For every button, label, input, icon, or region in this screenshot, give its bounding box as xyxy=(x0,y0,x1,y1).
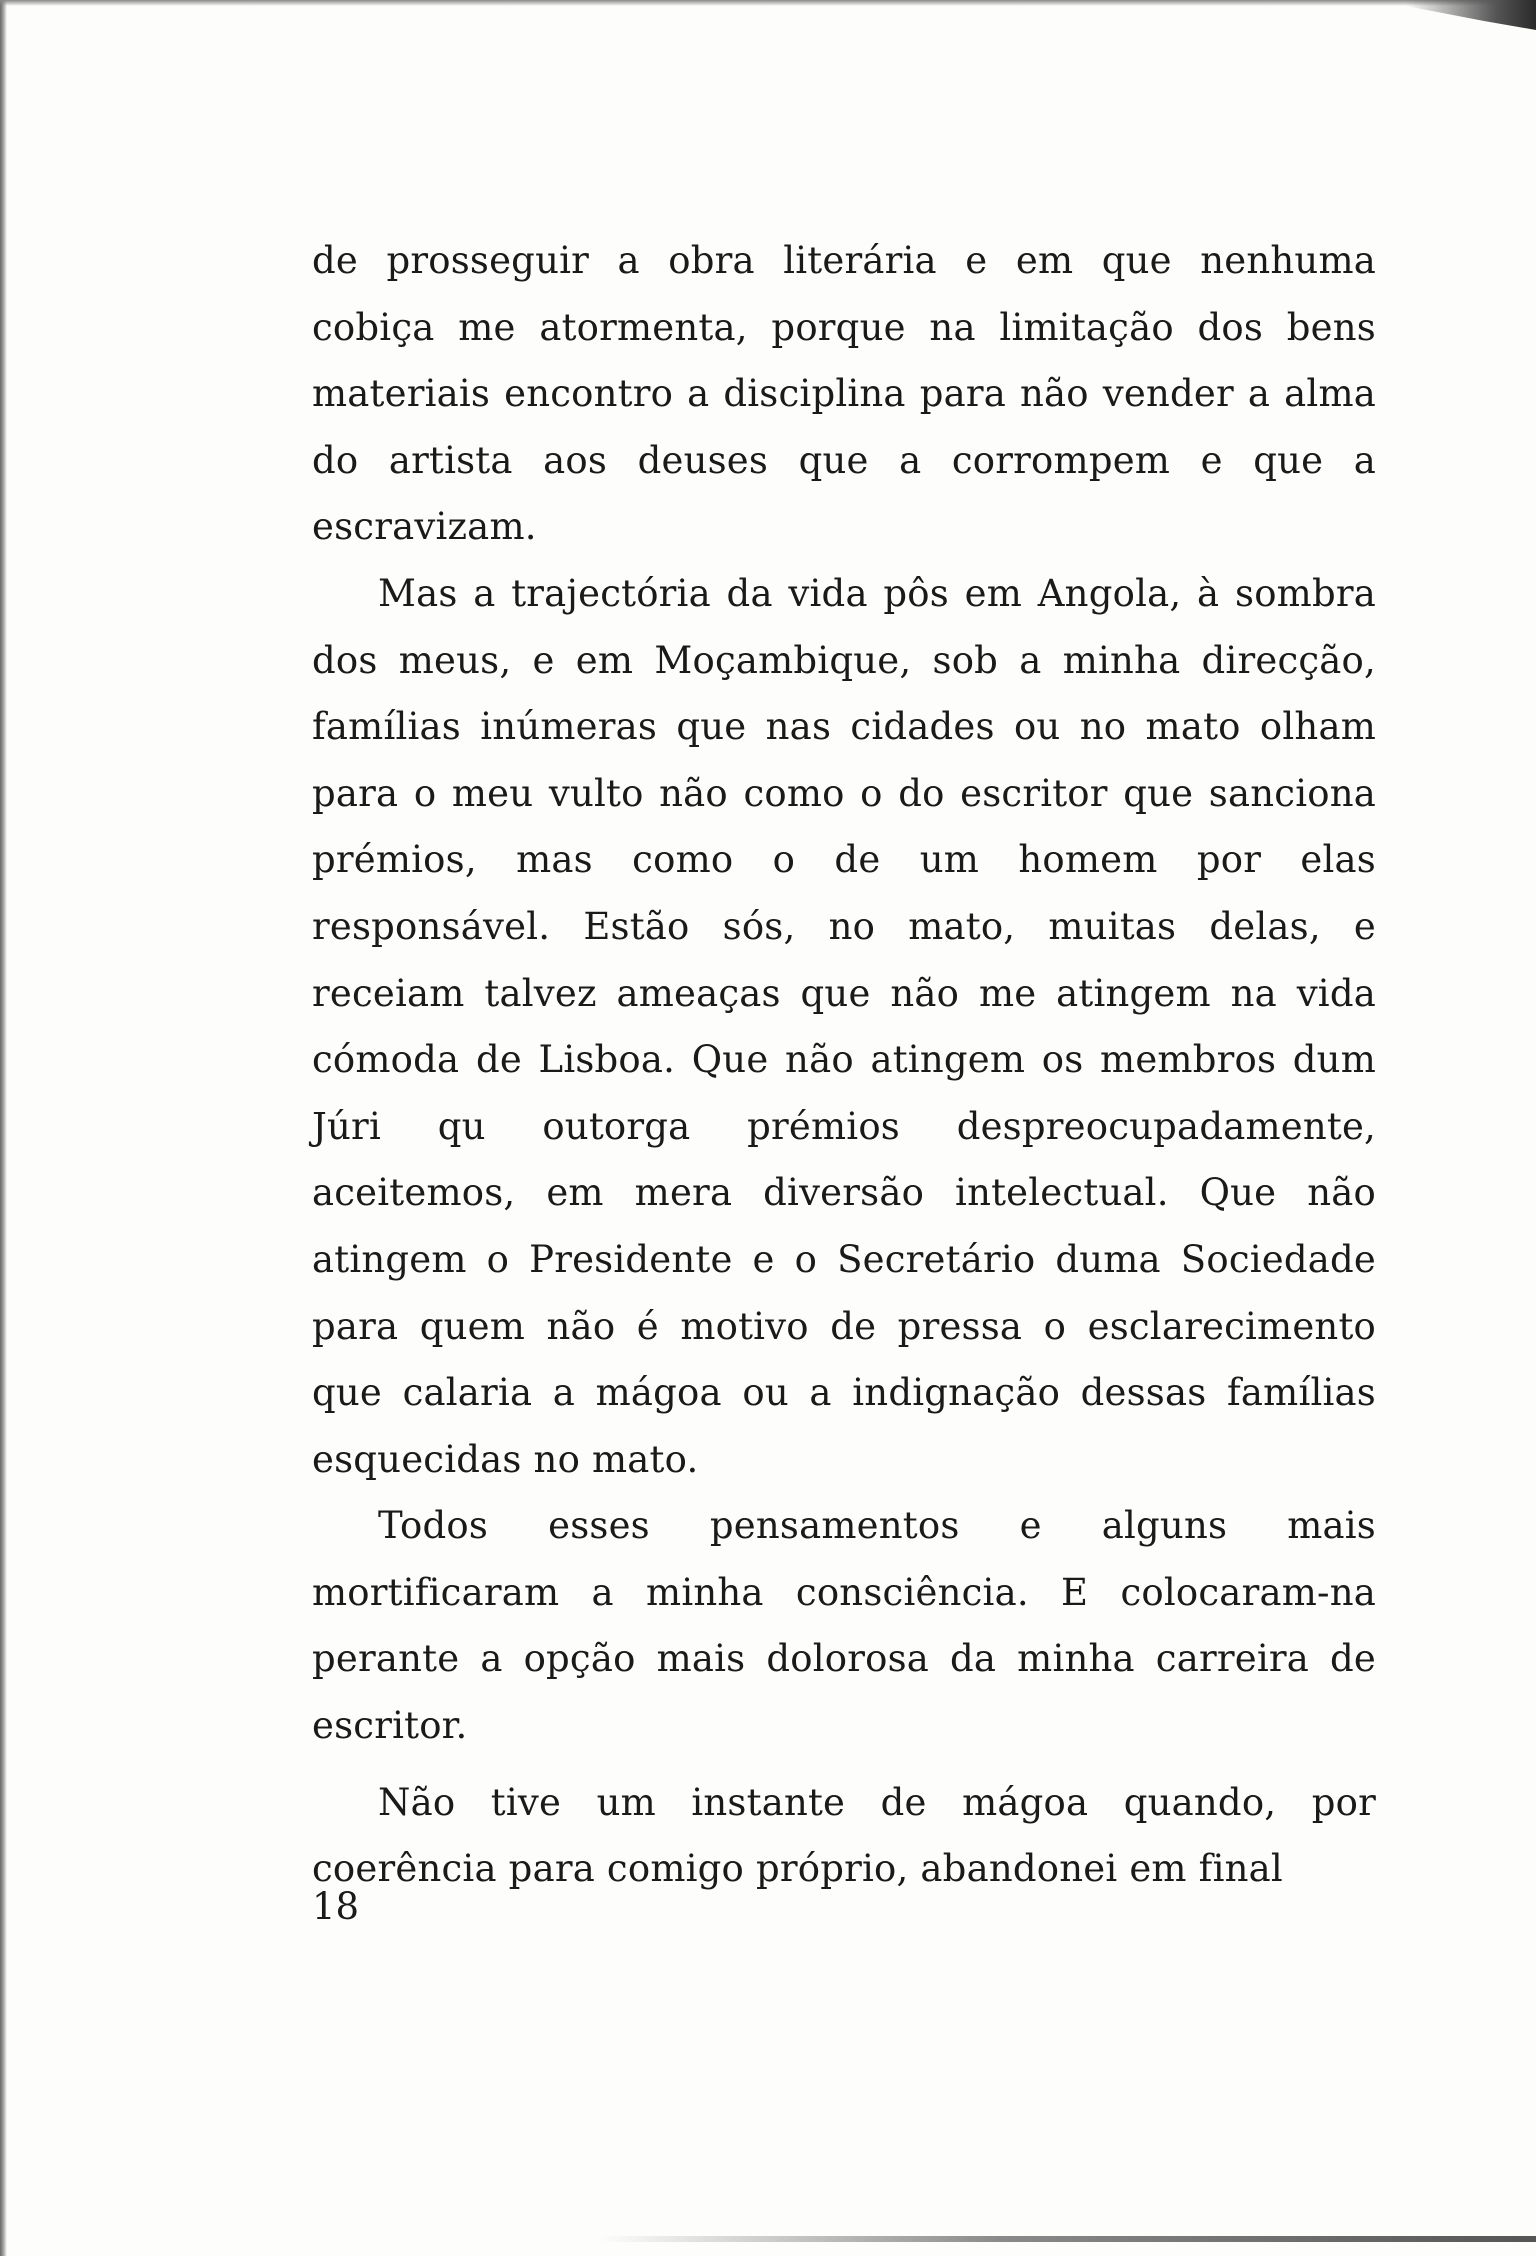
paragraph-3: Todos esses pensamentos e alguns mais mortificaram a minha consciência. E colocaram-na perante a opção mais dolorosa da minha carreira de escritor. xyxy=(312,1504,1376,1748)
scan-edge-bottom xyxy=(600,2236,1536,2242)
page-number: 18 xyxy=(312,1885,360,1928)
body-text xyxy=(312,228,1376,1903)
scan-edge-left xyxy=(0,0,7,2256)
paragraph-1: de prosseguir a obra literária e em que nenhuma cobiça me atormenta, porque na limitação dos bens materiais encontro a disciplina para não vender a alma do artista aos deuses que a corrompem e que a escravizam. xyxy=(312,239,1376,549)
scan-corner-shadow xyxy=(1406,0,1536,30)
paragraph-2: Mas a trajectória da vida pôs em Angola, à sombra dos meus, e em Moçambique, sob a minha direcção, famílias inúmeras que nas cidades ou no mato olham para o meu vulto não como o do escritor que sanciona prémios, mas como o de um homem por elas responsável. Estão sós, no mato, muitas delas, e receiam talvez ameaças que não me atingem na vida cómoda de Lisboa. Que não atingem os membros dum Júri qu outorga prémios despreocupadamente, aceitemos, em mera diversão intelectual. Que não atingem o Presidente e o Secretário duma Sociedade para quem não é motivo de pressa o esclarecimento que calaria a mágoa ou a indignação dessas famílias esquecidas no mato. xyxy=(312,571,1376,1481)
paragraph-4: Não tive um instante de mágoa quando, por coerência para comigo próprio, abandonei em final xyxy=(312,1780,1376,1891)
scan-edge-top xyxy=(0,0,1536,6)
